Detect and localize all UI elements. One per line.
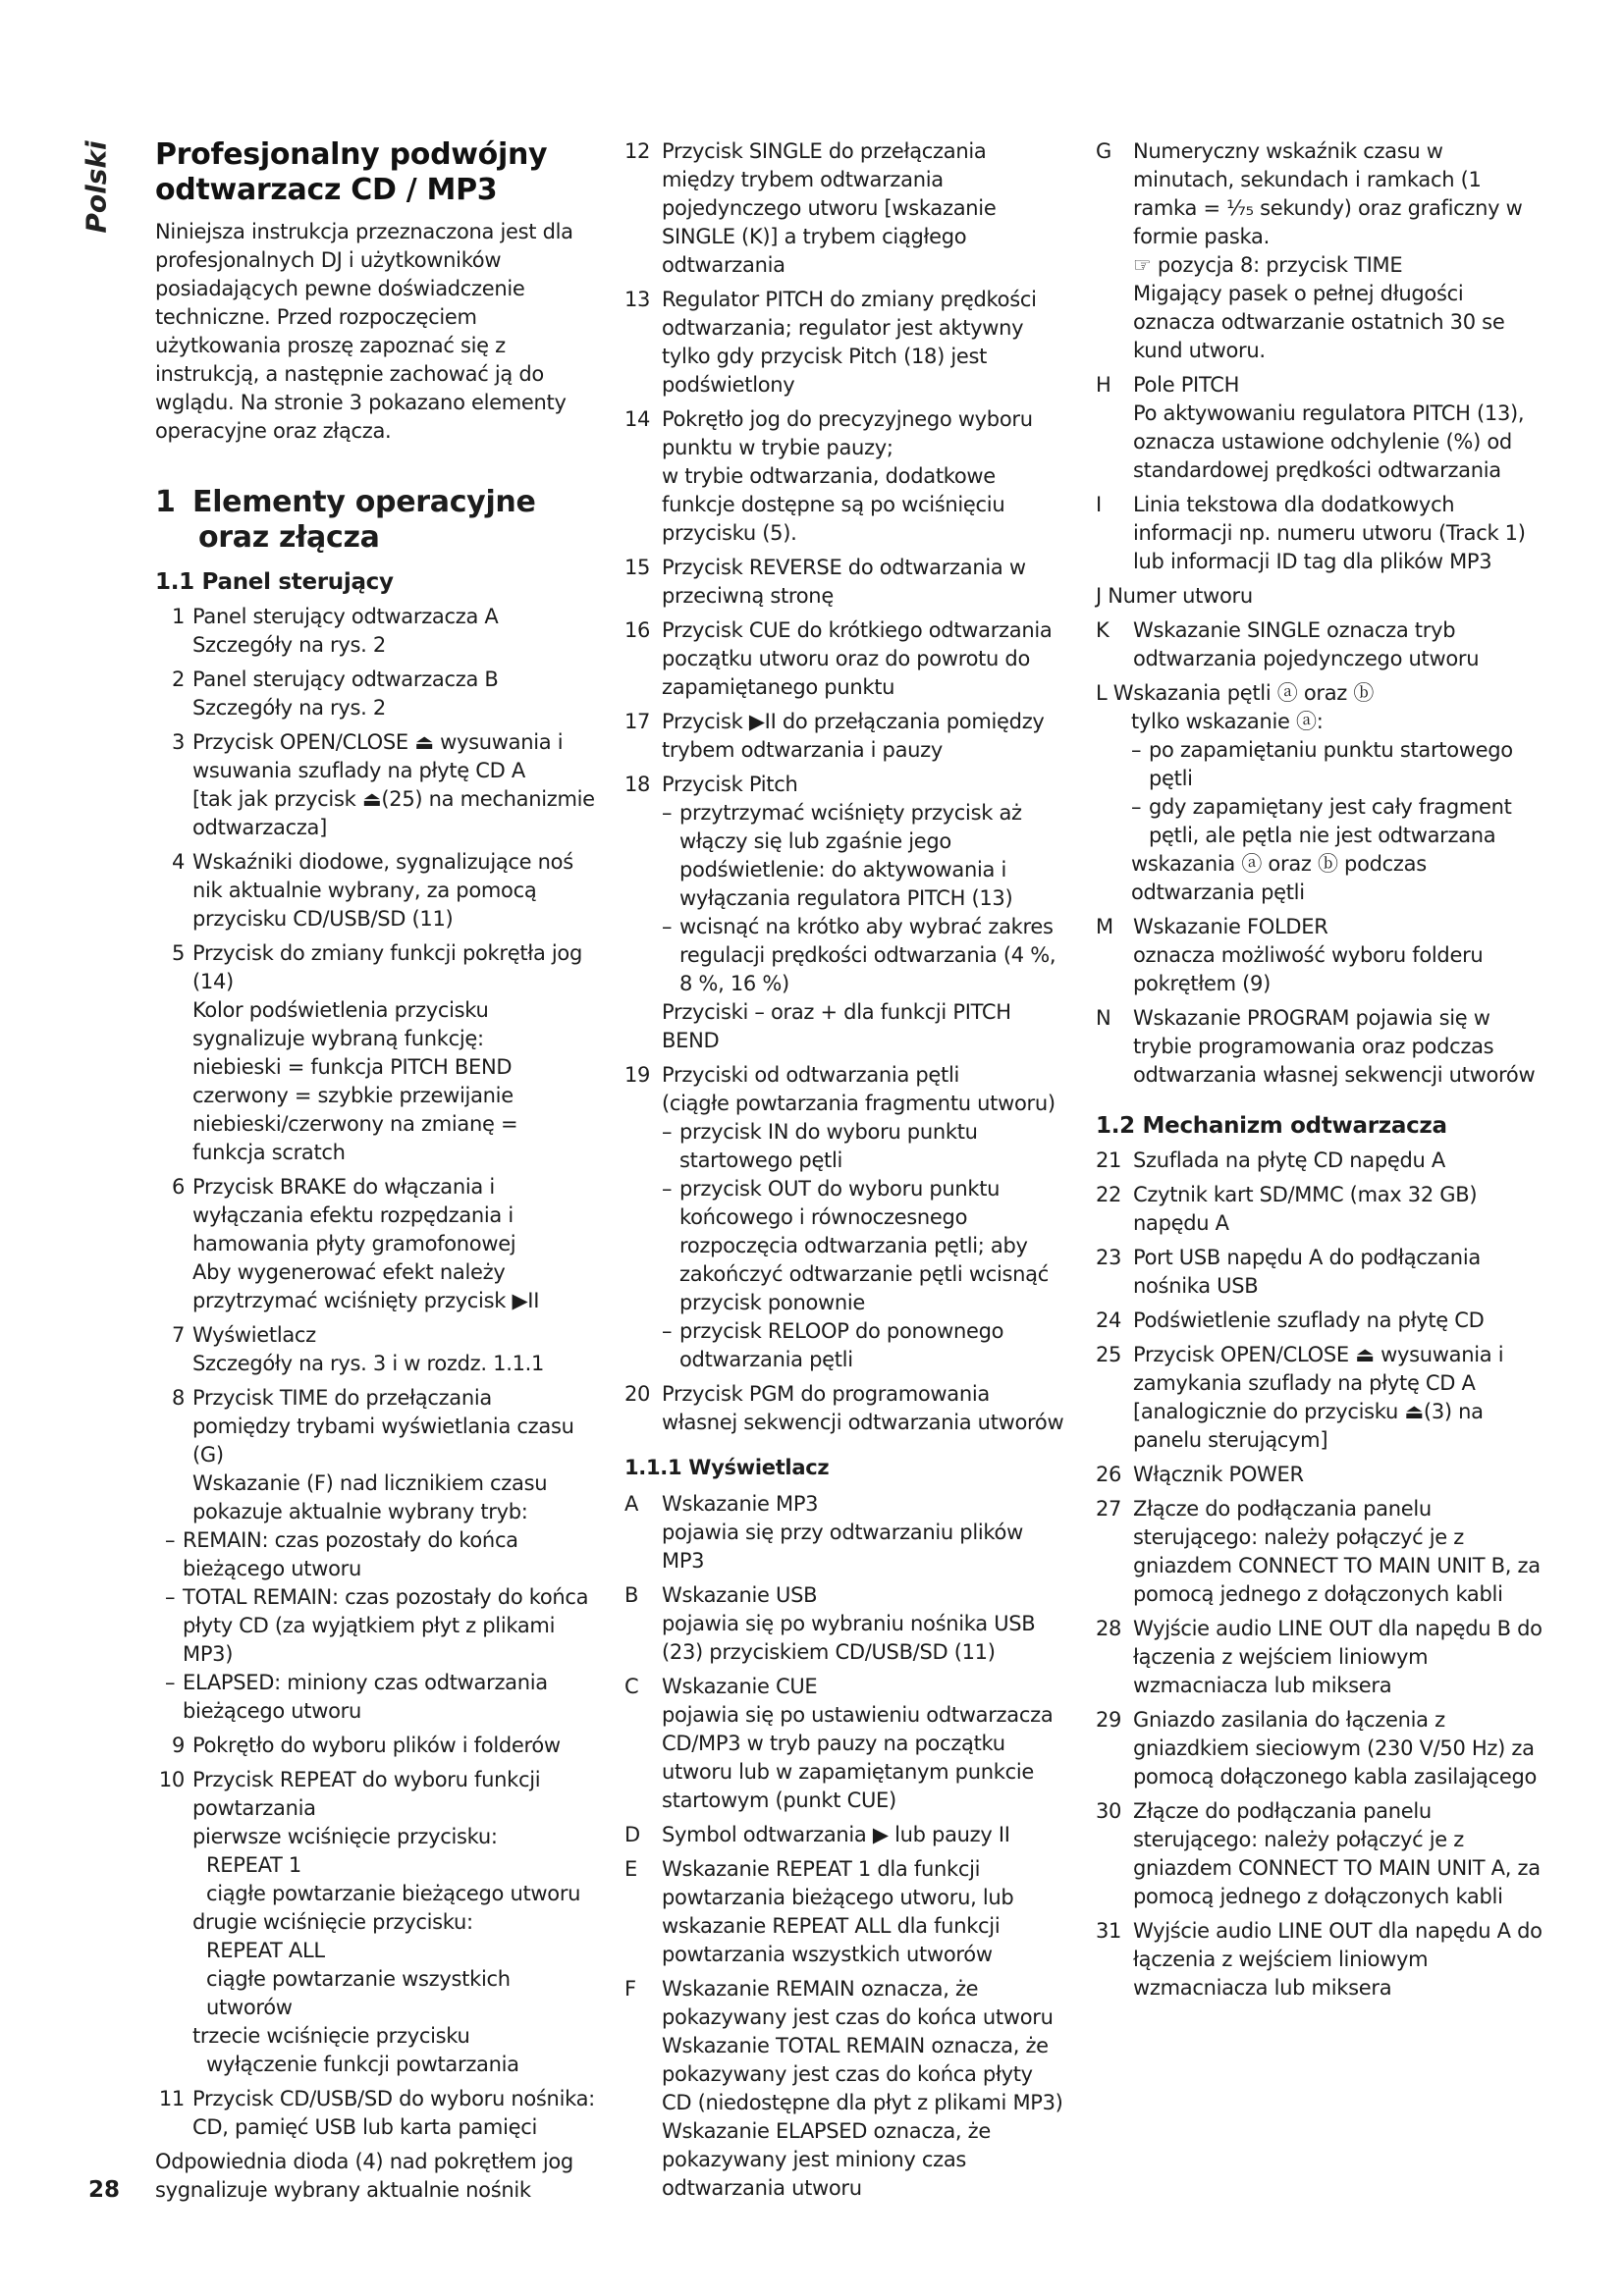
- list-item: 14 Pokrętło jog do precyzyjnego wyboru punktu w trybie pauzy; w trybie odtwarzania, dodatkowe funkcje dostępne są po wciśnięciu przycisku (5).: [624, 407, 1033, 545]
- list-item: 29 Gniazdo zasilania do łączenia z gniazdkiem sieciowym (230 V/50 Hz) za pomocą dołączonego kabla zasilającego: [1096, 1708, 1538, 1789]
- list-item: 8 Przycisk TIME do przełączania pomiędzy trybami wyświetlania czasu (G) Wskazanie (F) nad licznikiem czasu pokazuje aktualnie wybrany tryb: – REMAIN: czas pozostały do końca bieżącego utworu – TOTAL REMAIN: czas pozostały do końca płyty CD (za wyjątkiem płyt z plikami MP3) – ELAPSED: miniony czas odtwarzania bieżącego utworu: [165, 1386, 589, 1723]
- list-item: 10 Przycisk REPEAT do wyboru funkcji powtarzania pierwsze wciśnięcie przycisku: REPEAT 1 ciągłe powtarzanie bieżącego utworu drugie wciśnięcie przycisku: REPEAT ALL ciągłe powtarzanie wszystkich utworów trzecie wciśnięcie przycisku wyłączenie funkcji powtarzania: [158, 1768, 581, 2076]
- page-number: 28: [88, 2177, 121, 2203]
- display-item: B Wskazanie USB pojawia się po wybraniu nośnika USB (23) przyciskiem CD/USB/SD (11): [624, 1583, 1036, 1664]
- list-item: 5 Przycisk do zmiany funkcji pokrętła jog (14) Kolor podświetlenia przycisku sygnalizuje wybraną funkcję: niebieski = funkcja PITCH BEND czerwony = szybkie przewijanie niebieski/czerwony na zmianę = funkcja scratch: [171, 941, 583, 1164]
- subsection-heading: 1.1 Panel sterujący: [155, 569, 394, 595]
- language-label: Polski: [80, 139, 113, 234]
- display-item: N Wskazanie PROGRAM pojawia się w trybie programowania oraz podczas odtwarzania własnej sekwencji utworów: [1096, 1006, 1536, 1087]
- list-item: 27 Złącze do podłączania panelu sterującego: należy połączyć je z gniazdem CONNECT TO MAIN UNIT B, za pomocą jednego z dołączonych kabli: [1096, 1497, 1541, 1606]
- list-item: 25 Przycisk OPEN/CLOSE ⏏ wysuwania i zamykania szuflady na płytę CD A [analogicznie do przycisku ⏏(3) na panelu sterującym]: [1096, 1343, 1504, 1452]
- column-3: [1096, 137, 1543, 2008]
- list-item: 7 Wyświetlacz Szczegóły na rys. 3 i w rozdz. 1.1.1: [171, 1323, 545, 1375]
- display-item: J Numer utworu: [1096, 584, 1253, 608]
- list-item: 15 Przycisk REVERSE do odtwarzania w przeciwną stronę: [624, 556, 1026, 608]
- display-item: D Symbol odtwarzania ▶ lub pauzy II: [624, 1823, 1010, 1846]
- list-item: 31 Wyjście audio LINE OUT dla napędu A do łączenia z wejściem liniowym wzmacniacza lub miksera: [1096, 1919, 1543, 2000]
- display-item: A Wskazanie MP3 pojawia się przy odtwarzaniu plików MP3: [624, 1492, 1023, 1573]
- intro-paragraph: Niniejsza instrukcja przeznaczona jest dla profesjonalnych DJ i użytkowników posiadających pewne doświadczenie techniczne. Przed rozpoczęciem użytkowania proszę zapoznać się z instrukcją, a następnie zachować ją do wglądu. Na stronie 3 pokazano elementy operacyjne oraz złącza.: [155, 220, 573, 443]
- list-item: 4 Wskaźniki diodowe, sygnalizujące noś nik aktualnie wybrany, za pomocą przycisku CD/USB/SD (11): [171, 850, 573, 931]
- column-1: [155, 137, 595, 2211]
- display-item: K Wskazanie SINGLE oznacza tryb odtwarzania pojedynczego utworu: [1096, 618, 1480, 670]
- display-item: L Wskazania pętli ⓐ oraz ⓑ tylko wskazanie ⓐ: – po zapamiętaniu punktu startowego pętli – gdy zapamiętany jest cały fragment pętli, ale pętla nie jest odtwarzana wskazania ⓐ oraz ⓑ podczas odtwarzania pętli: [1096, 681, 1513, 904]
- list-item: 13 Regulator PITCH do zmiany prędkości odtwarzania; regulator jest aktywny tylko gdy przycisk Pitch (18) jest podświetlony: [624, 288, 1037, 397]
- list-item: 19 Przyciski od odtwarzania pętli (ciągłe powtarzania fragmentu utworu) – przycisk IN do wyboru punktu startowego pętli – przycisk OUT do wyboru punktu końcowego i równoczesnego rozpoczęcia odtwarzania pętli; aby zakończyć odtwarzanie pętli wcisnąć przycisk ponownie – przycisk RELOOP do ponownego odtwarzania pętli: [624, 1063, 1056, 1371]
- list-item: 21 Szuflada na płytę CD napędu A: [1096, 1148, 1445, 1172]
- list-item: 2 Panel sterujący odtwarzacza B Szczegóły na rys. 2: [171, 667, 499, 720]
- display-item: F Wskazanie REMAIN oznacza, że pokazywany jest czas do końca utworu Wskazanie TOTAL REMAIN oznacza, że pokazywany jest czas do końca płyty CD (niedostępne dla płyt z plikami MP3) Wskazanie ELAPSED oznacza, że pokazywany jest miniony czas odtwarzania utworu: [624, 1977, 1063, 2200]
- list-item: 28 Wyjście audio LINE OUT dla napędu B do łączenia z wejściem liniowym wzmacniacza lub miksera: [1096, 1617, 1543, 1697]
- list-item: 3 Przycisk OPEN/CLOSE ⏏ wysuwania i wsuwania szuflady na płytę CD A [tak jak przycisk ⏏(25) na mechanizmie odtwarzacza]: [171, 730, 595, 839]
- language-tab: [77, 137, 116, 236]
- list-item: 26 Włącznik POWER: [1096, 1463, 1304, 1486]
- column-2: [624, 137, 1064, 2209]
- paragraph: Odpowiednia dioda (4) nad pokrętłem jog sygnalizuje wybrany aktualnie nośnik: [155, 2150, 573, 2202]
- list-item: 9 Pokrętło do wyboru plików i folderów: [171, 1734, 561, 1757]
- list-item: 6 Przycisk BRAKE do włączania i wyłączania efektu rozpędzania i hamowania płyty gramofonowej Aby wygenerować efekt należy przytrzymać wciśnięty przycisk ▶II: [171, 1175, 540, 1312]
- list-item: 16 Przycisk CUE do krótkiego odtwarzania początku utworu oraz do powrotu do zapamiętanego punktu: [624, 618, 1053, 699]
- list-item: 20 Przycisk PGM do programowania własnej sekwencji odtwarzania utworów: [624, 1382, 1064, 1434]
- display-item: M Wskazanie FOLDER oznacza możliwość wyboru folderu pokrętłem (9): [1096, 915, 1484, 995]
- list-item: 1 Panel sterujący odtwarzacza A Szczegóły na rys. 2: [171, 605, 499, 657]
- list-item: 24 Podświetlenie szuflady na płytę CD: [1096, 1308, 1485, 1332]
- display-item: H Pole PITCH Po aktywowaniu regulatora PITCH (13), oznacza ustawione odchylenie (%) od standardowej prędkości odtwarzania: [1096, 373, 1525, 482]
- list-item: 18 Przycisk Pitch – przytrzymać wciśnięty przycisk aż włączy się lub zgaśnie jego podświetlenie: do aktywowania i wyłączania regulatora PITCH (13) – wcisnąć na krótko aby wybrać zakres regulacji prędkości odtwarzania (4 %, 8 %, 16 %) Przyciski – oraz + dla funkcji PITCH BEND: [624, 773, 1056, 1052]
- list-item: 11 Przycisk CD/USB/SD do wyboru nośnika: CD, pamięć USB lub karta pamięci: [158, 2087, 595, 2139]
- list-item: 30 Złącze do podłączania panelu sterującego: należy połączyć je z gniazdem CONNECT TO MAIN UNIT A, za pomocą jednego z dołączonych kabli: [1096, 1799, 1541, 1908]
- list-item: 22 Czytnik kart SD/MMC (max 32 GB) napędu A: [1096, 1183, 1478, 1235]
- display-item: G Numeryczny wskaźnik czasu w minutach, sekundach i ramkach (1 ramka = ¹⁄₇₅ sekundy) oraz graficzny w formie paska. ☞ pozycja 8: przycisk TIME Migający pasek o pełnej długości oznacza odtwarzanie ostatnich 30 se kund utworu.: [1096, 139, 1523, 362]
- list-item: 12 Przycisk SINGLE do przełączania między trybem odtwarzania pojedynczego utworu [wskazanie SINGLE (K)] a trybem ciągłego odtwarzania: [624, 139, 997, 277]
- subsection-heading: 1.2 Mechanizm odtwarzacza: [1096, 1113, 1447, 1139]
- document-title: Profesjonalny podwójny odtwarzacz CD / MP3: [155, 137, 548, 207]
- display-item: E Wskazanie REPEAT 1 dla funkcji powtarzania bieżącego utworu, lub wskazanie REPEAT ALL dla funkcji powtarzania wszystkich utworów: [624, 1857, 1014, 1966]
- display-item: I Linia tekstowa dla dodatkowych informacji np. numeru utworu (Track 1) lub informacji ID tag dla plików MP3: [1096, 493, 1526, 573]
- display-item: C Wskazanie CUE pojawia się po ustawieniu odtwarzacza CD/MP3 w tryb pauzy na początku utworu lub w zapamiętanym punkcie startowym (punkt CUE): [624, 1675, 1054, 1812]
- list-item: 23 Port USB napędu A do podłączania nośnika USB: [1096, 1246, 1481, 1298]
- subsection-heading: 1.1.1 Wyświetlacz: [624, 1456, 830, 1479]
- panel-items-list: [155, 603, 595, 2205]
- list-item: 17 Przycisk ▶II do przełączania pomiędzy trybem odtwarzania i pauzy: [624, 710, 1045, 762]
- section-heading: 1 Elementy operacyjne oraz złącza: [155, 485, 536, 555]
